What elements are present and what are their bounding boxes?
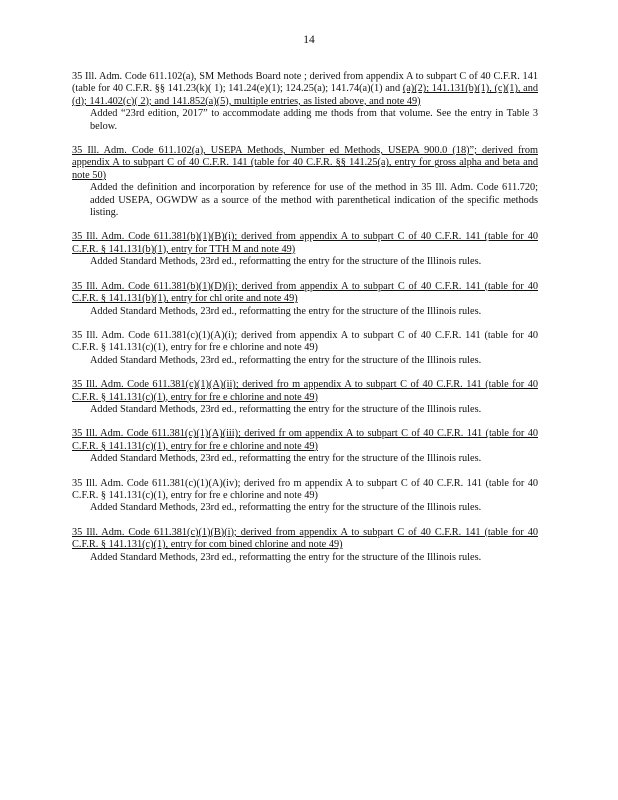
list-item xyxy=(72,281,538,318)
citation-underlined-text: 35 Ill. Adm. Code 611.381(b)(1)(D)(i); derived from appendix A to subpart C of 40 C.F.R. 141 (table for 40 C.F.R. § 141.131(b)(1), entry for chl orite and note 49) xyxy=(72,280,538,305)
entry-note: Added Standard Methods, 23rd ed., reformatting the entry for the structure of the Illinois rules. xyxy=(90,256,482,268)
entry-note: Added Standard Methods, 23rd ed., reformatting the entry for the structure of the Illinois rules. xyxy=(90,403,482,415)
entry-note: Added Standard Methods, 23rd ed., reformatting the entry for the structure of the Illinois rules. xyxy=(90,502,482,514)
entry-citation xyxy=(72,231,538,256)
entries-list xyxy=(72,71,538,576)
entry-citation xyxy=(72,527,538,552)
entry-citation xyxy=(72,428,538,453)
entry-citation xyxy=(72,379,538,404)
entry-note: Added Standard Methods, 23rd ed., reformatting the entry for the structure of the Illinois rules. xyxy=(90,551,482,563)
entry-note: Added the definition and incorporation by reference for use of the method in 35 Ill. Adm. Code 611.720; added USEPA, OGWDW as a source of the method with parenthetical indication of the specific methods listing. xyxy=(90,182,538,219)
list-item xyxy=(72,428,538,465)
citation-text: 35 Ill. Adm. Code 611.381(c)(1)(A)(i); derived from appendix A to subpart C of 40 C.F.R. 141 (table for 40 C.F.R. § 141.131(c)(1), entry for fre e chlorine and note 49) xyxy=(72,329,538,354)
citation-text: 35 Ill. Adm. Code 611.381(c)(1)(A)(iv); derived fro m appendix A to subpart C of 40 C.F.R. 141 (table for 40 C.F.R. § 141.131(c)(1), entry for fre e chlorine and note 49) xyxy=(72,477,538,501)
list-item xyxy=(72,478,538,515)
entry-note: Added Standard Methods, 23rd ed., reformatting the entry for the structure of the Illinois rules. xyxy=(90,305,482,317)
entry-citation xyxy=(72,281,538,306)
citation-underlined-text: 35 Ill. Adm. Code 611.381(c)(1)(A)(ii); derived fro m appendix A to subpart C of 40 C.F.R. 141 (table for 40 C.F.R. § 141.131(c)(1), entry for fre e chlorine and note 49) xyxy=(72,379,538,403)
page-number: 14 xyxy=(303,34,315,46)
list-item xyxy=(72,145,538,219)
citation-text: 35 Ill. Adm. Code 611.102(a), SM Methods Board note ; derived from appendix A to subpart C of 40 C.F.R. 141 (table for 40 C.F.R. §§ 141.23(k)( 1); 141.24(e)(1); 124.25(a); 141.74(a)(1) and xyxy=(72,71,538,95)
list-item xyxy=(72,330,538,367)
list-item xyxy=(72,379,538,416)
list-item xyxy=(72,527,538,564)
entry-citation xyxy=(72,330,538,355)
citation-underlined-text: 35 Ill. Adm. Code 611.381(c)(1)(B)(i); derived from appendix A to subpart C of 40 C.F.R. 141 (table for 40 C.F.R. § 141.131(c)(1), entry for com bined chlorine and note 49) xyxy=(72,526,538,551)
entry-citation xyxy=(72,478,538,503)
citation-underlined-text: 35 Ill. Adm. Code 611.381(c)(1)(A)(iii); derived fr om appendix A to subpart C of 40 C.F.R. 141 (table for 40 C.F.R. § 141.131(c)(1), entry for fre e chlorine and note 49) xyxy=(72,428,538,452)
citation-underlined-text: 35 Ill. Adm. Code 611.381(b)(1)(B)(i); derived from appendix A to subpart C of 40 C.F.R. 141 (table for 40 C.F.R. § 141.131(b)(1), entry for TTH M and note 49) xyxy=(72,231,538,255)
citation-underlined-text: (a)(2); 141.131(b)(1), (c)(1), and (d); 141.402(c)( 2); and 141.852(a)(5), multiple entries, as listed above, and note 49) xyxy=(72,83,538,107)
list-item xyxy=(72,231,538,268)
entry-note: Added “23rd edition, 2017” to accommodate adding me thods from that volume. See the entry in Table 3 below. xyxy=(90,108,538,132)
entry-note: Added Standard Methods, 23rd ed., reformatting the entry for the structure of the Illinois rules. xyxy=(90,354,482,366)
entry-citation xyxy=(72,71,538,108)
citation-underlined-text: 35 Ill. Adm. Code 611.102(a), USEPA Methods, Number ed Methods, USEPA 900.0 (18)”; derived from appendix A to subpart C of 40 C.F.R. 141 (table for 40 C.F.R. §§ 141.25(a), entry for gross alpha and beta and note 50) xyxy=(72,145,538,181)
entry-citation xyxy=(72,145,538,182)
list-item xyxy=(72,71,538,133)
entry-note: Added Standard Methods, 23rd ed., reformatting the entry for the structure of the Illinois rules. xyxy=(90,453,482,465)
